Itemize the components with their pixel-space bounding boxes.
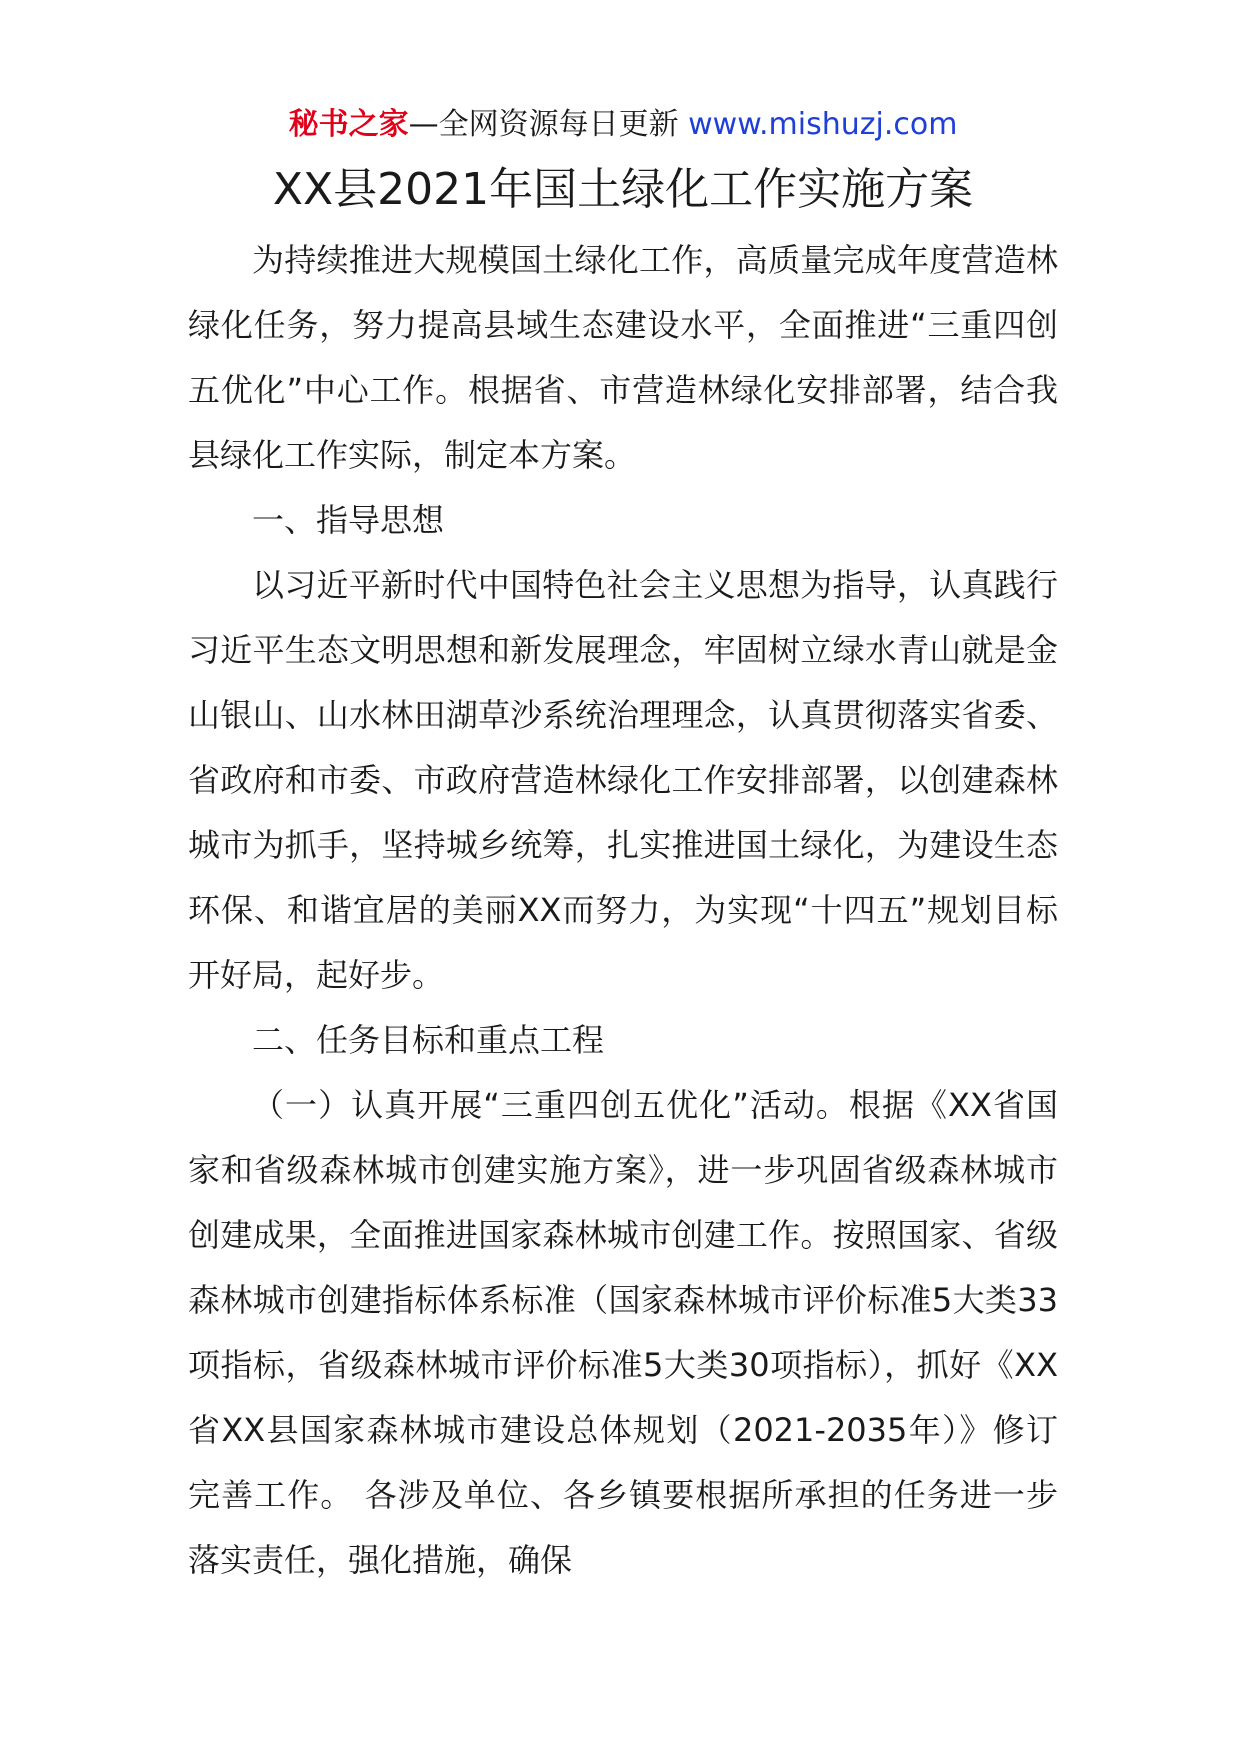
site-banner: [148, 100, 1098, 150]
paragraph-guiding-ideology: 以习近平新时代中国特色社会主义思想为指导，认真践行习近平生态文明思想和新发展理念，牢固树立绿水青山就是金山银山、山水林田湖草沙系统治理理念，认真贯彻落实省委、省政府和市委、市政府营造林绿化工作安排部署，以创建森林城市为抓手，坚持城乡统筹，扎实推进国土绿化，为建设生态环保、和谐宜居的美丽XX而努力，为实现“十四五”规划目标开好局，起好步。: [188, 566, 1058, 994]
document-page: [188, 100, 1058, 1593]
paragraph-task-one: （一）认真开展“三重四创五优化”活动。根据《XX省国家和省级森林城市创建实施方案》，进一步巩固省级森林城市创建成果，全面推进国家森林城市创建工作。按照国家、省级森林城市创建指标体系标准（国家森林城市评价标准5大类33项指标，省级森林城市评价标准5大类30项指标），抓好《XX省XX县国家森林城市建设总体规划（2021-2035年）》修订完善工作。 各涉及单位、各乡镇要根据所承担的任务进一步落实责任，强化措施，确保: [188, 1086, 1058, 1579]
section-heading-tasks-targets: 二、任务目标和重点工程: [252, 1021, 605, 1059]
paragraph-intro: 为持续推进大规模国土绿化工作，高质量完成年度营造林绿化任务，努力提高县域生态建设水平，全面推进“三重四创五优化”中心工作。根据省、市营造林绿化安排部署，结合我县绿化工作实际，制定本方案。: [188, 241, 1058, 474]
site-brand: 秘书之家: [288, 107, 409, 142]
site-slogan: —全网资源每日更新: [408, 107, 679, 142]
section-heading-guiding-ideology: 一、指导思想: [252, 501, 445, 539]
document-body: [188, 228, 1058, 1593]
document-title: XX县2021年国土绿化工作实施方案: [272, 164, 974, 215]
site-url-link[interactable]: www.mishuzj.com: [688, 107, 958, 142]
